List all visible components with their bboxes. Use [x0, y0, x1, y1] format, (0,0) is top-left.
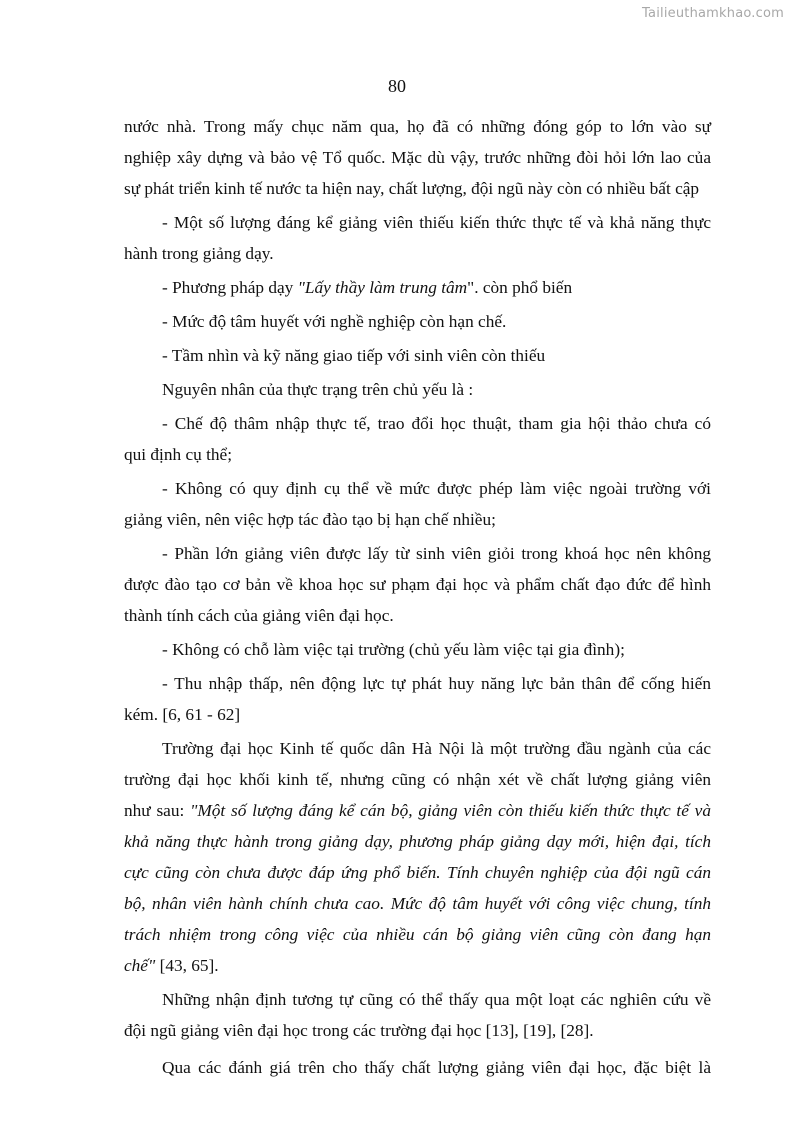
text-line: kém. [6, 61 - 62] — [124, 705, 241, 724]
text-line: Qua các đánh giá trên cho thấy chất lượng giảng viên đại học, đặc biệt là — [162, 1058, 711, 1077]
italic-quote-line: trách nhiệm trong công việc của nhiều cán bộ giảng viên cũng còn đang hạn — [124, 925, 711, 944]
text-line: - Không có chỗ làm việc tại trường (chủ yếu làm việc tại gia đình); — [162, 640, 625, 659]
italic-quote: "Lấy thầy làm trung tâm — [297, 278, 468, 297]
text-line: - Thu nhập thấp, nên động lực tự phát huy năng lực bản thân để cống hiến — [162, 674, 711, 693]
italic-quote-line: khả năng thực hành trong giảng dạy, phương pháp giảng dạy mới, hiện đại, tích — [124, 832, 711, 851]
text-line: Những nhận định tương tự cũng có thể thấy qua một loạt các nghiên cứu về — [162, 990, 711, 1009]
text-line: Trường đại học Kinh tế quốc dân Hà Nội là một trường đầu ngành của các — [162, 739, 711, 758]
text-line — [124, 950, 711, 981]
document-body — [124, 111, 711, 1083]
text-line: giảng viên, nên việc hợp tác đào tạo bị hạn chế nhiều; — [124, 510, 496, 529]
text-line — [124, 272, 711, 303]
text-line: qui định cụ thể; — [124, 445, 232, 464]
text-line: - Chế độ thâm nhập thực tế, trao đổi học thuật, tham gia hội thảo chưa có — [162, 414, 711, 433]
watermark: Tailieuthamkhao.com — [642, 6, 784, 21]
text-segment: - Phương pháp dạy — [162, 278, 298, 297]
text-line: Nguyên nhân của thực trạng trên chủ yếu là : — [162, 380, 474, 399]
italic-quote-line: cực cũng còn chưa được đáp ứng phổ biến. Tính chuyên nghiệp của đội ngũ cán — [124, 863, 711, 882]
text-line: - Tầm nhìn và kỹ năng giao tiếp với sinh viên còn thiếu — [162, 346, 546, 365]
text-segment: như sau: — [124, 801, 191, 820]
italic-quote: "Một số lượng đáng kể cán bộ, giảng viên còn thiếu kiến thức thực tế và — [190, 801, 711, 820]
text-line: - Phần lớn giảng viên được lấy từ sinh viên giỏi trong khoá học nên không — [162, 544, 711, 563]
text-line: được đào tạo cơ bản về khoa học sư phạm đại học và phẩm chất đạo đức để hình — [124, 575, 711, 594]
text-line — [124, 795, 711, 826]
text-line: thành tính cách của giảng viên đại học. — [124, 606, 394, 625]
italic-quote: chế" — [124, 956, 156, 975]
text-line: trường đại học khối kinh tế, nhưng cũng có nhận xét về chất lượng giảng viên — [124, 770, 711, 789]
text-line: nước nhà. Trong mấy chục năm qua, họ đã có những đóng góp to lớn vào sự — [124, 117, 711, 136]
text-segment: ". còn phổ biến — [467, 278, 573, 297]
page-number: 80 — [388, 76, 406, 96]
citation: [43, 65]. — [155, 956, 219, 975]
text-line: nghiệp xây dựng và bảo vệ Tổ quốc. Mặc dù vậy, trước những đòi hỏi lớn lao của — [124, 148, 711, 167]
text-line: - Không có quy định cụ thể về mức được phép làm việc ngoài trường với — [162, 479, 711, 498]
text-line: đội ngũ giảng viên đại học trong các trường đại học [13], [19], [28]. — [124, 1021, 594, 1040]
text-line: sự phát triển kinh tế nước ta hiện nay, chất lượng, đội ngũ này còn có nhiều bất cập — [124, 179, 700, 198]
text-line: hành trong giảng dạy. — [124, 244, 274, 263]
text-line: - Một số lượng đáng kể giảng viên thiếu kiến thức thực tế và khả năng thực — [162, 213, 711, 232]
italic-quote-line: bộ, nhân viên hành chính chưa cao. Mức độ tâm huyết với công việc chung, tính — [124, 894, 711, 913]
text-line: - Mức độ tâm huyết với nghề nghiệp còn hạn chế. — [162, 312, 507, 331]
